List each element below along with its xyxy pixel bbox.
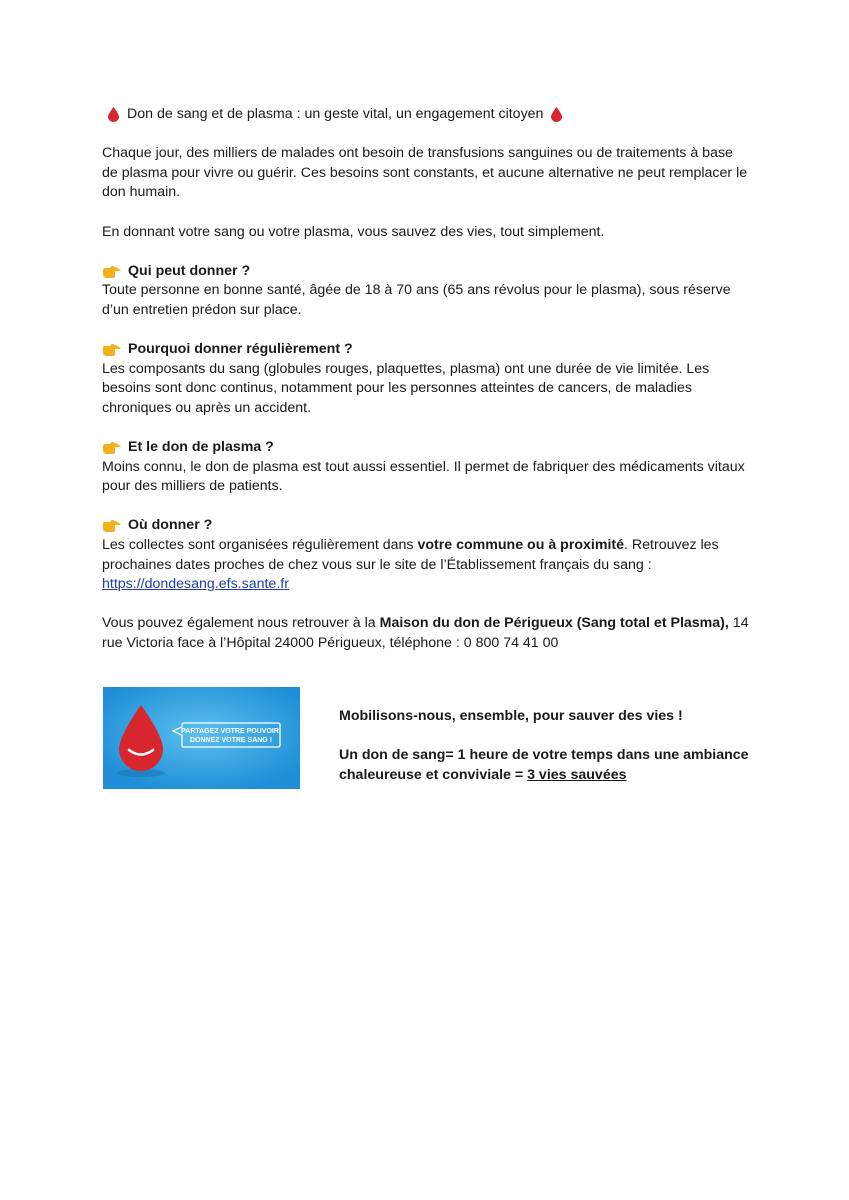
blood-drop-icon (551, 107, 562, 122)
section-text: Moins connu, le don de plasma est tout aussi essentiel. Il permet de fabriquer des médicaments vitaux pour des milliers de patients. (102, 458, 745, 495)
banner-graphic (103, 687, 300, 789)
section-heading-text: Et le don de plasma ? (128, 439, 274, 456)
intro-paragraph-2: En donnant votre sang ou votre plasma, vous sauvez des vies, tout simplement. (102, 223, 605, 240)
text-after: . Retrouvez les prochaines dates proches de chez vous sur le site de l’Établissement français du sang : (102, 537, 719, 573)
intro-paragraph: Chaque jour, des milliers de malades ont besoin de transfusions sanguines ou de traitements à base de plasma pour vivre ou guérir. Ces besoins sont constants, et aucune alternative ne peut remplacer le don humain. (102, 145, 748, 201)
document-body (102, 105, 752, 654)
text-before: Les collectes sont organisées régulièrement dans (102, 537, 418, 554)
section-heading (102, 262, 752, 282)
section-text: Les composants du sang (globules rouges, plaquettes, plasma) ont une durée de vie limitée. Les besoins sont donc continus, notamment pour les personnes atteintes de cancers, de maladies chroniques ou après un accident. (102, 360, 710, 416)
text-bold: votre commune ou à proximité (417, 537, 625, 554)
section-heading-text: Où donner ? (128, 517, 213, 534)
cta-line-2-text: Un don de sang= 1 heure de votre temps dans une ambiance chaleureuse et conviviale = (339, 747, 749, 783)
section-plasma (102, 438, 752, 497)
cta-line-1: Mobilisons-nous, ensemble, pour sauver des vies ! (339, 708, 683, 724)
banner-line-1: PARTAGEZ VOTRE POUVOIR, (181, 728, 281, 735)
section-where (102, 516, 752, 594)
banner-line-2: DONNEZ VOTRE SANG ! (189, 737, 273, 744)
pointing-hand-icon (102, 441, 122, 455)
pointing-hand-icon (102, 343, 122, 357)
maison-before: Vous pouvez également nous retrouver à la (102, 615, 380, 632)
section-why (102, 340, 752, 418)
maison-after: 14 rue Victoria face à l’Hôpital 24000 Périgueux, téléphone : 0 800 74 41 00 (102, 615, 749, 652)
pointing-hand-icon (102, 265, 122, 279)
document-title (108, 105, 752, 125)
maison-paragraph (102, 614, 752, 653)
section-text: Toute personne en bonne santé, âgée de 18 à 70 ans (65 ans révolus pour le plasma), sous réserve d’un entretien prédon sur place. (102, 282, 731, 318)
donation-banner (103, 687, 300, 789)
section-heading (102, 438, 752, 458)
section-text (102, 536, 752, 575)
maison-bold: Maison du don de Périgueux (Sang total et Plasma), (379, 615, 729, 632)
title-text: Don de sang et de plasma : un geste vital, un engagement citoyen (127, 106, 544, 122)
cta-underlined: 3 vies sauvées (527, 766, 627, 783)
blood-drop-icon (108, 107, 119, 122)
section-who (102, 262, 752, 321)
efs-link[interactable]: https://dondesang.efs.sante.fr (102, 576, 289, 593)
pointing-hand-icon (102, 519, 122, 533)
section-heading-text: Qui peut donner ? (128, 262, 251, 279)
section-heading (102, 340, 752, 360)
cta-line-2 (339, 746, 759, 785)
section-heading-text: Pourquoi donner régulièrement ? (128, 341, 353, 358)
section-heading (102, 516, 752, 536)
call-to-action (339, 707, 759, 785)
